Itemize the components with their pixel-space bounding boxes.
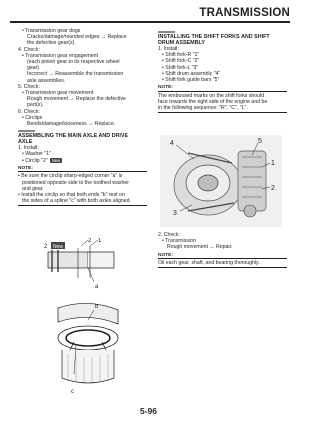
figure-label-2: 2 — [271, 185, 275, 192]
figure-label-1: 1 — [271, 160, 275, 167]
text-line: positioned opposite side to the toothed washer — [22, 179, 129, 186]
left-check-list — [18, 28, 147, 127]
text-line: Oil each gear, shaft, and bearing thoroughly. — [158, 260, 260, 267]
text-line: • Transmission gear dogs — [22, 28, 81, 34]
text-line: part(s). — [27, 102, 44, 109]
right-install-list — [158, 46, 287, 83]
note-end-rule — [18, 204, 147, 206]
note-label: NOTE: — [18, 166, 147, 173]
new-badge: New — [51, 157, 61, 163]
text-line: Cracks/damage/rounded edges → Replace — [27, 34, 127, 41]
text-line: • Shift fork guide bars "5" — [162, 76, 220, 83]
figure-label-1: 1 — [98, 238, 102, 244]
text-line: and gear. — [22, 185, 44, 192]
left-install-list — [18, 145, 147, 157]
right-column — [158, 28, 287, 115]
text-line: 6. Check: — [18, 108, 40, 115]
text-line: 2. Check: — [158, 232, 180, 238]
note-end-rule — [158, 111, 287, 113]
left-note-list — [18, 173, 147, 204]
text-line: • Washer "1" — [22, 151, 51, 158]
text-line: gear) — [27, 65, 40, 72]
figure-label-3: 3 — [173, 210, 177, 217]
figure-label-2b: 2 — [88, 238, 92, 244]
section-marker — [158, 31, 175, 33]
text-line: (each pinion gear to its respective wheel — [27, 59, 120, 66]
text-line: • Transmission gear engagement — [22, 52, 98, 59]
text-line: 1. Install: — [158, 45, 179, 52]
text-line: • Shift fork-L "3" — [162, 64, 199, 71]
figure-label-b: b — [95, 304, 99, 310]
text-line: the sides of a spline "c" with both axles aligned. — [22, 198, 131, 205]
page-header-title: TRANSMISSION — [199, 7, 290, 19]
note-end-rule — [158, 266, 287, 268]
header-rule — [10, 21, 290, 23]
text-line: Rough movement → Replace the defective — [27, 96, 126, 103]
text-line: 1. Install: — [18, 145, 39, 152]
text-line: Rough movement → Repair. — [167, 244, 233, 251]
figure-new-badge: New — [53, 243, 64, 250]
section-marker — [18, 130, 35, 132]
note-label: NOTE: — [158, 253, 287, 260]
shift-fork-figure — [158, 133, 284, 229]
text-line: the defective gear(s). — [27, 40, 76, 47]
section-title-shift-forks: INSTALLING THE SHIFT FORKS AND SHIFT DRUM ASSEMBLY — [158, 33, 270, 46]
text-line: 5. Check: — [18, 83, 40, 90]
text-line: Incorrect → Reassemble the transmission — [27, 71, 124, 78]
text-line: • Install the circlip so that both ends "b" rest on — [18, 191, 125, 198]
figure-label-4: 4 — [170, 140, 174, 147]
note-label: NOTE: — [158, 85, 287, 92]
text-line: face towards the right side of the engine and be — [158, 98, 268, 105]
text-line: axle assemblies. — [27, 77, 66, 84]
page-number: 5-96 — [140, 406, 158, 416]
circlip-line: • Circlip "2" New — [22, 157, 61, 164]
circlip-figure — [18, 238, 143, 398]
text-line: • Transmission — [162, 238, 196, 245]
figure-label-5: 5 — [258, 138, 262, 145]
text-line: The embossed marks on the shift forks should — [158, 92, 265, 99]
figure-label-c: c — [71, 389, 74, 395]
text-line: • Transmission gear movement — [22, 90, 94, 97]
text-line: • Shift drum assembly "4" — [162, 70, 221, 77]
right-note-list — [158, 93, 287, 112]
right-check-list — [158, 232, 287, 251]
text-line: • Circlips — [22, 114, 43, 121]
text-line: • Shift fork-C "2" — [162, 58, 200, 65]
text-line: Bends/damage/looseness → Replace. — [27, 121, 116, 128]
figure-label-2: 2 — [44, 244, 48, 250]
text-line: in the following sequence: "R", "C", "L". — [158, 105, 248, 112]
left-column — [18, 28, 147, 208]
section-title-main-axle: ASSEMBLING THE MAIN AXLE AND DRIVE AXLE — [18, 132, 129, 145]
text-line: • Be sure the circlip sharp-edged corner "a" is — [18, 173, 123, 180]
text-line: • Shift fork-R "1" — [162, 52, 200, 59]
right-column-lower — [158, 232, 287, 270]
text-line: 4. Check: — [18, 46, 40, 53]
figure-label-a: a — [95, 284, 99, 290]
